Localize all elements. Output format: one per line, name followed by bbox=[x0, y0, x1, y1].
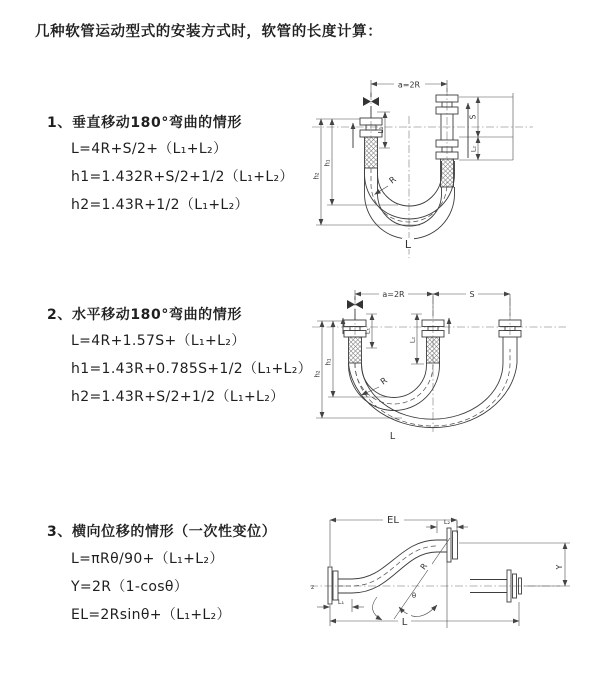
valve-icon bbox=[347, 296, 363, 320]
section-2-formula-h1: h1=1.43R+0.785S+1/2（L₁+L₂） bbox=[71, 361, 313, 377]
dim-label-r: R bbox=[378, 375, 390, 388]
section-3-formula-EL: EL=2Rsinθ+（L₁+L₂） bbox=[71, 607, 231, 623]
dim-label-s: S bbox=[469, 290, 475, 299]
dim-label-y: Y bbox=[555, 564, 564, 570]
section-2-heading: 2、水平移动180°弯曲的情形 bbox=[47, 307, 242, 323]
diagram-lateral-displacement bbox=[306, 498, 584, 648]
upper-flange-fitting bbox=[447, 528, 458, 562]
dim-label-l: L bbox=[401, 617, 408, 628]
section-3-formula-Y: Y=2R（1-cosθ） bbox=[71, 579, 189, 595]
dimension-lines bbox=[316, 80, 513, 225]
dim-label-h2: h₂ bbox=[313, 370, 322, 378]
axis-break-symbol: z bbox=[311, 584, 315, 591]
dim-label-l2: L₂ bbox=[443, 518, 451, 526]
dim-label-a2r: a=2R bbox=[397, 80, 421, 90]
section-3-formula-L: L=πRθ/90+（L₁+L₂） bbox=[71, 551, 224, 567]
section-1-formula-h2: h2=1.43R+1/2（L₁+L₂） bbox=[71, 197, 249, 213]
dim-label-l2: L₂ bbox=[469, 145, 478, 153]
dim-label-s: S bbox=[468, 114, 478, 120]
left-flange-fitting bbox=[328, 567, 338, 604]
dim-label-l1: L₁ bbox=[377, 126, 385, 134]
dim-label-r: R bbox=[418, 561, 430, 572]
section-2-formula-L: L=4R+1.57S+（L₁+L₂） bbox=[71, 333, 246, 349]
dim-label-a2r: a=2R bbox=[382, 290, 405, 299]
section-1-formula-L: L=4R+S/2+（L₁+L₂） bbox=[71, 141, 228, 157]
section-2-formula-h2: h2=1.43R+S/2+1/2（L₁+L₂） bbox=[71, 389, 285, 405]
section-1-heading: 1、垂直移动180°弯曲的情形 bbox=[47, 115, 242, 131]
dim-label-l: L bbox=[389, 431, 396, 442]
middle-pipe-fitting bbox=[422, 320, 444, 363]
dim-label-h1: h₁ bbox=[324, 358, 333, 366]
angle-construction bbox=[373, 538, 450, 628]
left-pipe-fitting bbox=[344, 320, 366, 363]
diagram-horizontal-movement-180 bbox=[308, 283, 578, 451]
centerlines bbox=[312, 296, 566, 432]
page-title: 几种软管运动型式的安装方式时，软管的长度计算： bbox=[35, 24, 383, 40]
section-3-heading: 3、横向位移的情形（一次性变位） bbox=[47, 524, 277, 540]
dim-label-h1: h₁ bbox=[323, 159, 332, 167]
dimension-lines bbox=[317, 520, 570, 626]
dim-label-l1: L₁ bbox=[337, 598, 345, 606]
dim-label-l: L bbox=[404, 238, 412, 251]
dim-label-h2: h₂ bbox=[312, 172, 321, 180]
dim-label-l1: L₁ bbox=[363, 327, 372, 335]
dim-label-r: R bbox=[387, 174, 399, 187]
valve-icon bbox=[363, 93, 379, 118]
section-1-formula-h1: h1=1.432R+S/2+1/2（L₁+L₂） bbox=[71, 169, 294, 185]
centerlines bbox=[312, 88, 533, 258]
dim-label-l2: L₂ bbox=[408, 336, 417, 344]
dim-label-el: EL bbox=[387, 515, 399, 526]
diagram-vertical-movement-180 bbox=[308, 70, 573, 268]
dim-label-theta: θ bbox=[411, 592, 417, 600]
